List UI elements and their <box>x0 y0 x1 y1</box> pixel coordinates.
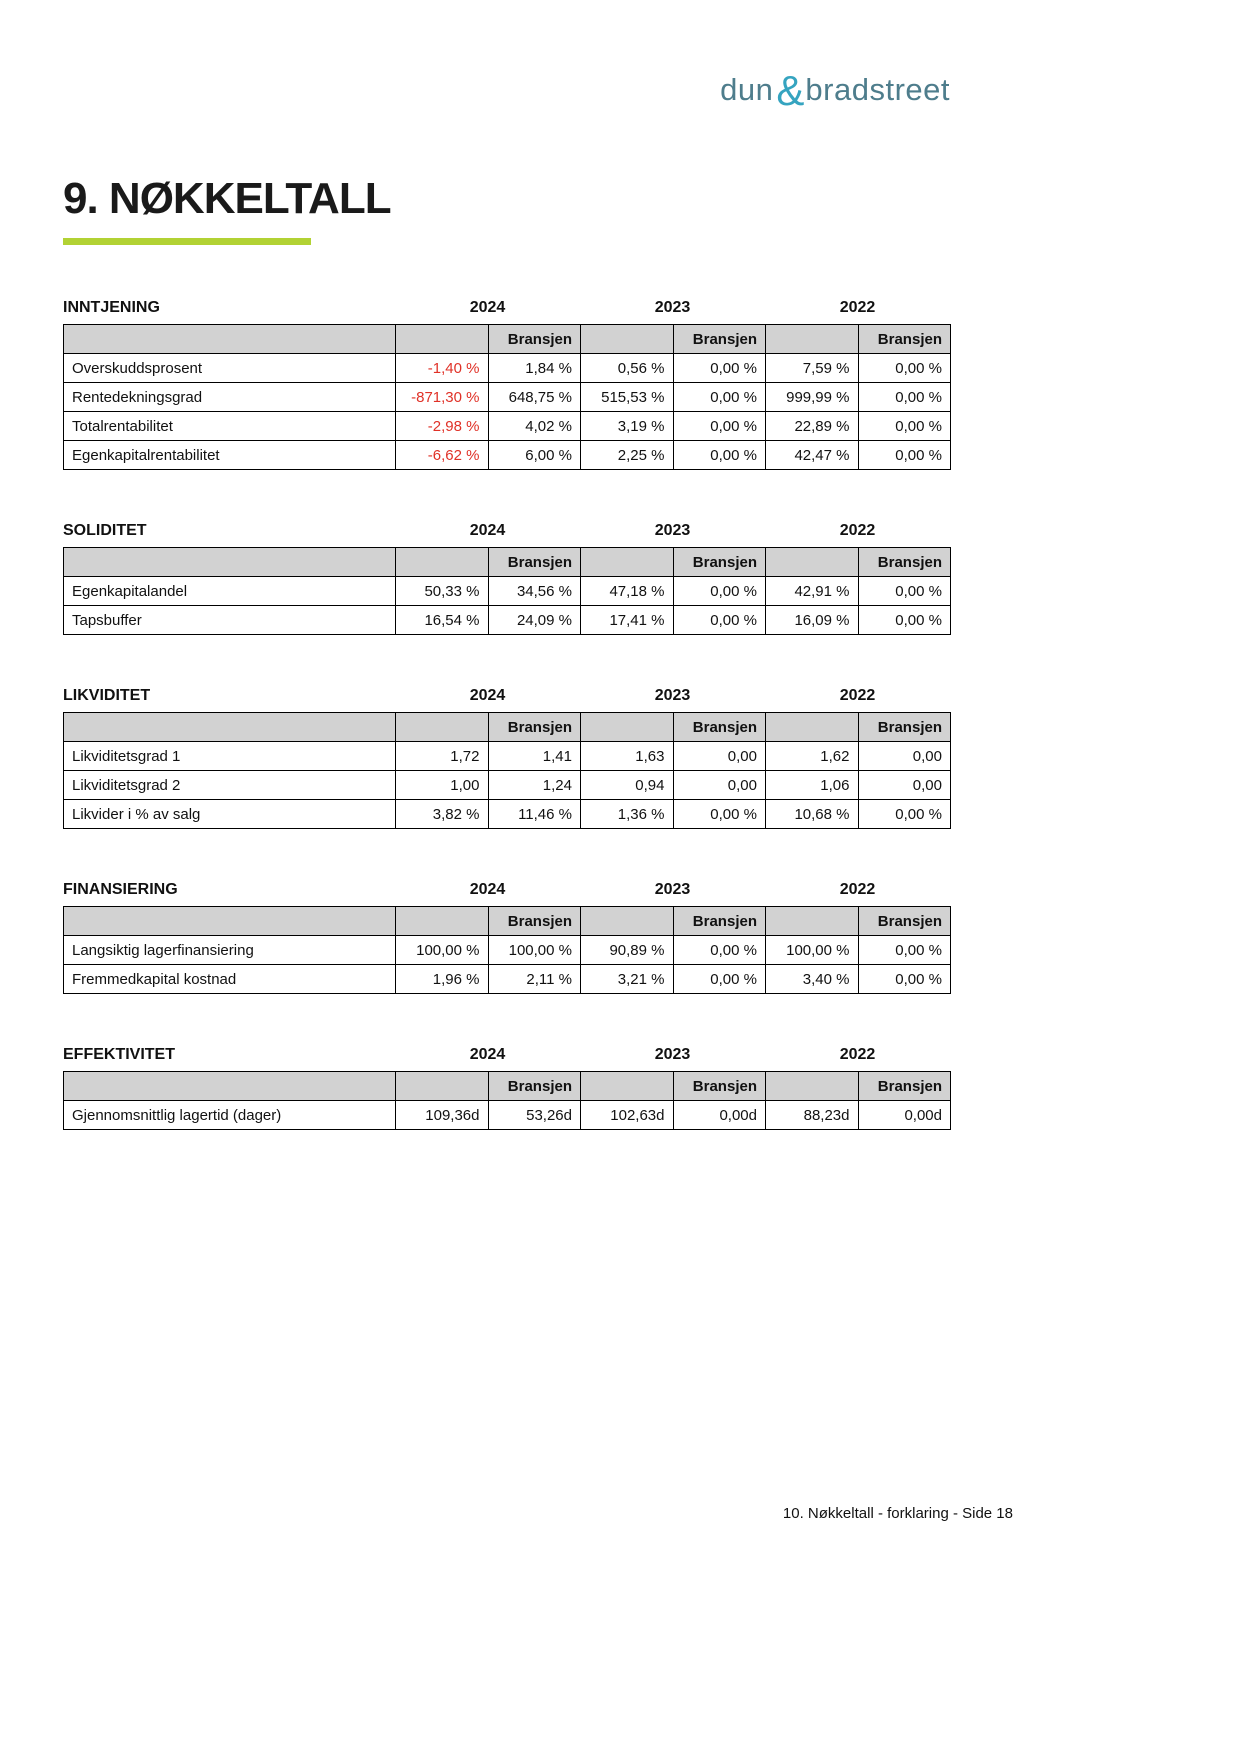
table-row <box>64 771 951 800</box>
year-header: 2023 <box>654 522 691 539</box>
value-cell: 100,00 % <box>396 936 489 965</box>
table-row <box>64 1101 951 1130</box>
section-title: LIKVIDITET <box>63 687 151 704</box>
section-title: EFFEKTIVITET <box>63 1046 175 1063</box>
bransjen-header-row <box>64 325 951 354</box>
empty-header-cell <box>64 1072 396 1101</box>
value-cell: 0,00 % <box>858 606 951 635</box>
value-cell: 2,11 % <box>488 965 581 994</box>
bransjen-label: Bransjen <box>858 713 951 742</box>
section-header-row <box>63 687 950 705</box>
section-finansiering <box>63 881 950 994</box>
bransjen-label: Bransjen <box>673 713 766 742</box>
value-cell: 11,46 % <box>488 800 581 829</box>
bransjen-label: Bransjen <box>858 907 951 936</box>
bransjen-label: Bransjen <box>488 713 581 742</box>
empty-header-cell <box>396 1072 489 1101</box>
value-cell: 4,02 % <box>488 412 581 441</box>
value-cell: 0,00 % <box>673 800 766 829</box>
value-cell: 10,68 % <box>766 800 859 829</box>
value-cell: 100,00 % <box>766 936 859 965</box>
key-figures-table <box>63 712 951 829</box>
section-title: FINANSIERING <box>63 881 178 898</box>
year-header: 2022 <box>839 687 876 704</box>
year-header: 2022 <box>839 1046 876 1063</box>
section-soliditet <box>63 522 950 635</box>
year-header: 2024 <box>469 299 506 316</box>
table-row <box>64 577 951 606</box>
value-cell: 24,09 % <box>488 606 581 635</box>
value-cell: 0,00 % <box>673 936 766 965</box>
value-cell: 1,96 % <box>396 965 489 994</box>
empty-header-cell <box>766 1072 859 1101</box>
logo-word-bradstreet: bradstreet <box>805 72 950 107</box>
row-label: Tapsbuffer <box>64 606 396 635</box>
section-inntjening <box>63 299 950 470</box>
value-cell: 47,18 % <box>581 577 674 606</box>
table-row <box>64 936 951 965</box>
table-row <box>64 354 951 383</box>
year-header: 2024 <box>469 881 506 898</box>
sections-container <box>63 299 950 1130</box>
key-figures-table <box>63 1071 951 1130</box>
bransjen-label: Bransjen <box>673 907 766 936</box>
value-cell: 3,40 % <box>766 965 859 994</box>
empty-header-cell <box>766 713 859 742</box>
empty-header-cell <box>396 907 489 936</box>
value-cell: 2,25 % <box>581 441 674 470</box>
value-cell: 42,47 % <box>766 441 859 470</box>
value-cell: 999,99 % <box>766 383 859 412</box>
bransjen-header-row <box>64 713 951 742</box>
value-cell: 88,23d <box>766 1101 859 1130</box>
empty-header-cell <box>396 548 489 577</box>
empty-header-cell <box>766 325 859 354</box>
value-cell: 1,72 <box>396 742 489 771</box>
value-cell: 109,36d <box>396 1101 489 1130</box>
empty-header-cell <box>581 713 674 742</box>
value-cell: 0,00 % <box>858 936 951 965</box>
year-header: 2022 <box>839 881 876 898</box>
value-cell: -871,30 % <box>396 383 489 412</box>
value-cell: 1,06 <box>766 771 859 800</box>
year-header: 2024 <box>469 1046 506 1063</box>
value-cell: 1,24 <box>488 771 581 800</box>
value-cell: 0,00 % <box>858 383 951 412</box>
empty-header-cell <box>396 713 489 742</box>
logo-ampersand-icon: & <box>776 67 805 114</box>
value-cell: 0,56 % <box>581 354 674 383</box>
empty-header-cell <box>581 907 674 936</box>
value-cell: 0,00 <box>673 742 766 771</box>
empty-header-cell <box>581 548 674 577</box>
page-title: 9. NØKKELTALL <box>63 174 391 223</box>
title-underline-accent <box>63 238 311 245</box>
value-cell: 100,00 % <box>488 936 581 965</box>
value-cell: 0,00 % <box>858 577 951 606</box>
value-cell: 34,56 % <box>488 577 581 606</box>
table-row <box>64 412 951 441</box>
row-label: Likviditetsgrad 1 <box>64 742 396 771</box>
value-cell: -2,98 % <box>396 412 489 441</box>
year-header: 2023 <box>654 881 691 898</box>
value-cell: 0,00d <box>673 1101 766 1130</box>
value-cell: 0,00 % <box>858 354 951 383</box>
section-effektivitet <box>63 1046 950 1130</box>
row-label: Likviditetsgrad 2 <box>64 771 396 800</box>
value-cell: 0,00d <box>858 1101 951 1130</box>
value-cell: 1,84 % <box>488 354 581 383</box>
value-cell: 3,21 % <box>581 965 674 994</box>
value-cell: 0,00 <box>858 771 951 800</box>
value-cell: 17,41 % <box>581 606 674 635</box>
value-cell: 0,00 % <box>673 965 766 994</box>
row-label: Rentedekningsgrad <box>64 383 396 412</box>
bransjen-label: Bransjen <box>858 1072 951 1101</box>
bransjen-header-row <box>64 1072 951 1101</box>
empty-header-cell <box>581 325 674 354</box>
value-cell: 0,00 % <box>858 800 951 829</box>
value-cell: 1,00 <box>396 771 489 800</box>
section-title: INNTJENING <box>63 299 160 316</box>
key-figures-table <box>63 324 951 470</box>
value-cell: 0,00 % <box>673 441 766 470</box>
bransjen-header-row <box>64 907 951 936</box>
empty-header-cell <box>766 907 859 936</box>
empty-header-cell <box>64 548 396 577</box>
page-footer: 10. Nøkkeltall - forklaring - Side 18 <box>782 1505 1013 1522</box>
year-header: 2024 <box>469 522 506 539</box>
value-cell: 22,89 % <box>766 412 859 441</box>
value-cell: 0,00 % <box>858 965 951 994</box>
value-cell: 1,41 <box>488 742 581 771</box>
value-cell: 42,91 % <box>766 577 859 606</box>
table-row <box>64 965 951 994</box>
section-header-row <box>63 1046 950 1064</box>
row-label: Gjennomsnittlig lagertid (dager) <box>64 1101 396 1130</box>
table-row <box>64 606 951 635</box>
year-header: 2023 <box>654 687 691 704</box>
year-header: 2022 <box>839 299 876 316</box>
bransjen-label: Bransjen <box>673 548 766 577</box>
value-cell: 515,53 % <box>581 383 674 412</box>
empty-header-cell <box>64 325 396 354</box>
row-label: Egenkapitalrentabilitet <box>64 441 396 470</box>
table-row <box>64 441 951 470</box>
value-cell: 1,36 % <box>581 800 674 829</box>
value-cell: 0,00 % <box>673 412 766 441</box>
empty-header-cell <box>64 713 396 742</box>
value-cell: 102,63d <box>581 1101 674 1130</box>
section-header-row <box>63 299 950 317</box>
empty-header-cell <box>766 548 859 577</box>
value-cell: 0,00 % <box>673 577 766 606</box>
value-cell: 0,00 % <box>858 441 951 470</box>
row-label: Totalrentabilitet <box>64 412 396 441</box>
bransjen-label: Bransjen <box>488 907 581 936</box>
bransjen-label: Bransjen <box>488 1072 581 1101</box>
value-cell: -1,40 % <box>396 354 489 383</box>
key-figures-table <box>63 906 951 994</box>
year-header: 2024 <box>469 687 506 704</box>
value-cell: 3,82 % <box>396 800 489 829</box>
bransjen-label: Bransjen <box>488 548 581 577</box>
value-cell: 0,00 % <box>673 354 766 383</box>
value-cell: 0,00 <box>858 742 951 771</box>
table-row <box>64 800 951 829</box>
row-label: Likvider i % av salg <box>64 800 396 829</box>
bransjen-label: Bransjen <box>858 325 951 354</box>
bransjen-label: Bransjen <box>858 548 951 577</box>
bransjen-label: Bransjen <box>673 1072 766 1101</box>
row-label: Overskuddsprosent <box>64 354 396 383</box>
value-cell: 648,75 % <box>488 383 581 412</box>
row-label: Fremmedkapital kostnad <box>64 965 396 994</box>
value-cell: 1,63 <box>581 742 674 771</box>
value-cell: 53,26d <box>488 1101 581 1130</box>
value-cell: 0,00 <box>673 771 766 800</box>
row-label: Langsiktig lagerfinansiering <box>64 936 396 965</box>
value-cell: 3,19 % <box>581 412 674 441</box>
table-row <box>64 383 951 412</box>
table-row <box>64 742 951 771</box>
value-cell: 0,94 <box>581 771 674 800</box>
value-cell: 1,62 <box>766 742 859 771</box>
year-header: 2022 <box>839 522 876 539</box>
value-cell: 6,00 % <box>488 441 581 470</box>
value-cell: 50,33 % <box>396 577 489 606</box>
empty-header-cell <box>64 907 396 936</box>
logo-word-dun: dun <box>720 72 774 107</box>
section-header-row <box>63 881 950 899</box>
section-header-row <box>63 522 950 540</box>
empty-header-cell <box>581 1072 674 1101</box>
value-cell: -6,62 % <box>396 441 489 470</box>
value-cell: 7,59 % <box>766 354 859 383</box>
row-label: Egenkapitalandel <box>64 577 396 606</box>
section-likviditet <box>63 687 950 829</box>
bransjen-label: Bransjen <box>488 325 581 354</box>
page-content <box>63 0 1013 1522</box>
bransjen-header-row <box>64 548 951 577</box>
value-cell: 0,00 % <box>673 606 766 635</box>
bransjen-label: Bransjen <box>673 325 766 354</box>
section-title: SOLIDITET <box>63 522 147 539</box>
dun-bradstreet-logo <box>63 68 950 112</box>
empty-header-cell <box>396 325 489 354</box>
year-header: 2023 <box>654 1046 691 1063</box>
year-header: 2023 <box>654 299 691 316</box>
value-cell: 90,89 % <box>581 936 674 965</box>
value-cell: 16,09 % <box>766 606 859 635</box>
value-cell: 0,00 % <box>858 412 951 441</box>
value-cell: 16,54 % <box>396 606 489 635</box>
value-cell: 0,00 % <box>673 383 766 412</box>
key-figures-table <box>63 547 951 635</box>
